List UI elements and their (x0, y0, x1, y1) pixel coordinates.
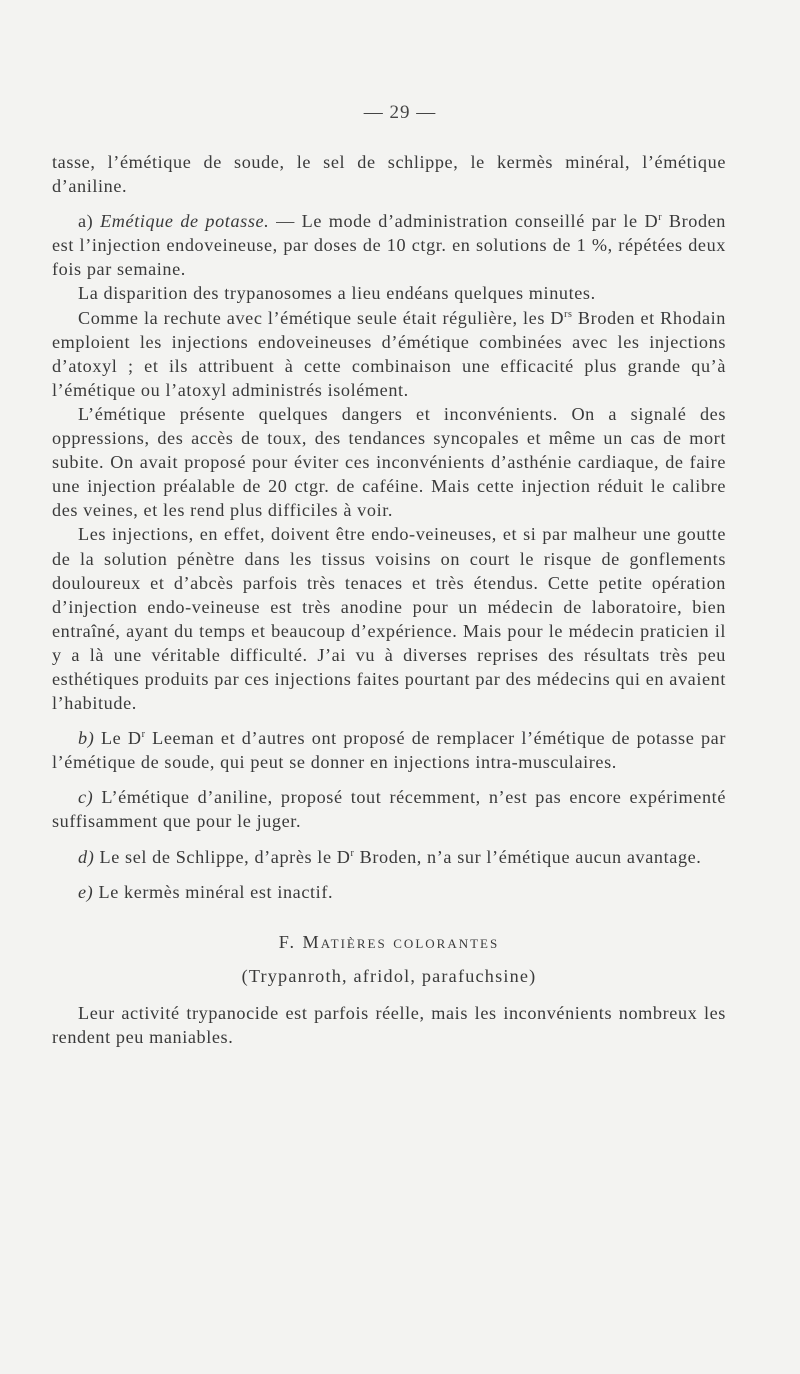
paragraph-2-text-a: — Le mode d’administration conseillé par le D (269, 211, 659, 232)
paragraph-7-text-b: Leeman et d’autres ont proposé de remplacer l’émétique de potasse par l’émétique de soude, qui peut se donner en injections intra-musculaires. (52, 728, 726, 773)
doctors-superscript: rs (564, 308, 573, 320)
paragraph-7 (52, 726, 726, 774)
paragraph-1: tasse, l’émétique de soude, le sel de schlippe, le kermès minéral, l’émétique d’aniline. (52, 152, 726, 197)
paragraph-8-text: L’émétique d’aniline, proposé tout récemment, n’est pas encore expérimenté suffisamment que pour le juger. (52, 787, 726, 832)
item-marker-b: b) (78, 728, 95, 749)
doctor-superscript: r (350, 847, 355, 859)
section-heading (52, 930, 726, 954)
paragraph-7-text-a: Le D (94, 728, 142, 749)
item-marker-a: a) (78, 211, 94, 232)
body-text (52, 150, 726, 1049)
paragraph-10-text: Le kermès minéral est inactif. (93, 881, 334, 902)
doctor-superscript: r (658, 212, 663, 224)
paragraph-5: L’émétique présente quelques dangers et inconvénients. On a signalé des oppressions, des accès de toux, des tendances syncopales et même un cas de mort subite. On avait proposé pour éviter ces inconvénients d’asthénie cardiaque, de faire une injection préalable de 20 ctgr. de caféine. Mais cette injection réduit le calibre des veines, et les rend plus difficiles à voir. (52, 403, 726, 521)
paragraph-4-text-b: Broden et Rhodain emploient les injections endoveineuses d’émétique combinées avec les injections d’atoxyl ; et ils attribuent à cette combinaison une efficacité plus grande qu’à l’émétique ou l’atoxyl administrés isolément. (52, 307, 726, 400)
section-title: Matières colorantes (302, 931, 500, 952)
paragraph-6: Les injections, en effet, doivent être endo-veineuses, et si par malheur une goutte de la solution pénètre dans les tissus voisins on court le risque de gonflements douloureux et d’abcès parfois très tenaces et très étendus. Cette petite opération d’injection endo-veineuse est très anodine pour un médecin de laboratoire, bien entraîné, ayant du temps et beaucoup d’expérience. Mais pour le médecin praticien il y a là une véritable difficulté. J’ai vu à diverses reprises des résultats très peu esthétiques produits par ces injections faites pourtant par des médecins qui en avaient l’habitude. (52, 524, 726, 714)
item-marker-e: e) (78, 881, 94, 902)
paragraph-9-text-b: Broden, n’a sur l’émétique aucun avantage. (354, 846, 702, 867)
page-number: — 29 — (363, 102, 437, 123)
paragraph-4 (52, 306, 726, 402)
item-marker-d: d) (78, 846, 95, 867)
section-letter: F. (278, 931, 296, 952)
subsection-title-emetique-de-potasse: Emétique de potasse. (100, 211, 270, 232)
paragraph-9 (52, 845, 726, 869)
paragraph-3: La disparition des trypanosomes a lieu endéans quelques minutes. (78, 283, 596, 304)
paragraph-4-text-a: Comme la rechute avec l’émétique seule était régulière, les D (78, 307, 565, 328)
doctor-superscript: r (141, 729, 146, 741)
paragraph-9-text-a: Le sel de Schlippe, d’après le D (94, 846, 351, 867)
section-subtitle: (Trypanroth, afridol, parafuchsine) (241, 965, 537, 986)
paragraph-11: Leur activité trypanocide est parfois réelle, mais les inconvénients nombreux les rendent peu maniables. (52, 1002, 726, 1047)
item-marker-c: c) (78, 787, 94, 808)
paragraph-8 (52, 785, 726, 833)
paragraph-10 (52, 880, 726, 904)
paragraph-2 (52, 209, 726, 281)
paragraph-2-text-b: Broden est l’injection endoveineuse, par doses de 10 ctgr. en solutions de 1 %, répétées deux fois par semaine. (52, 211, 727, 280)
